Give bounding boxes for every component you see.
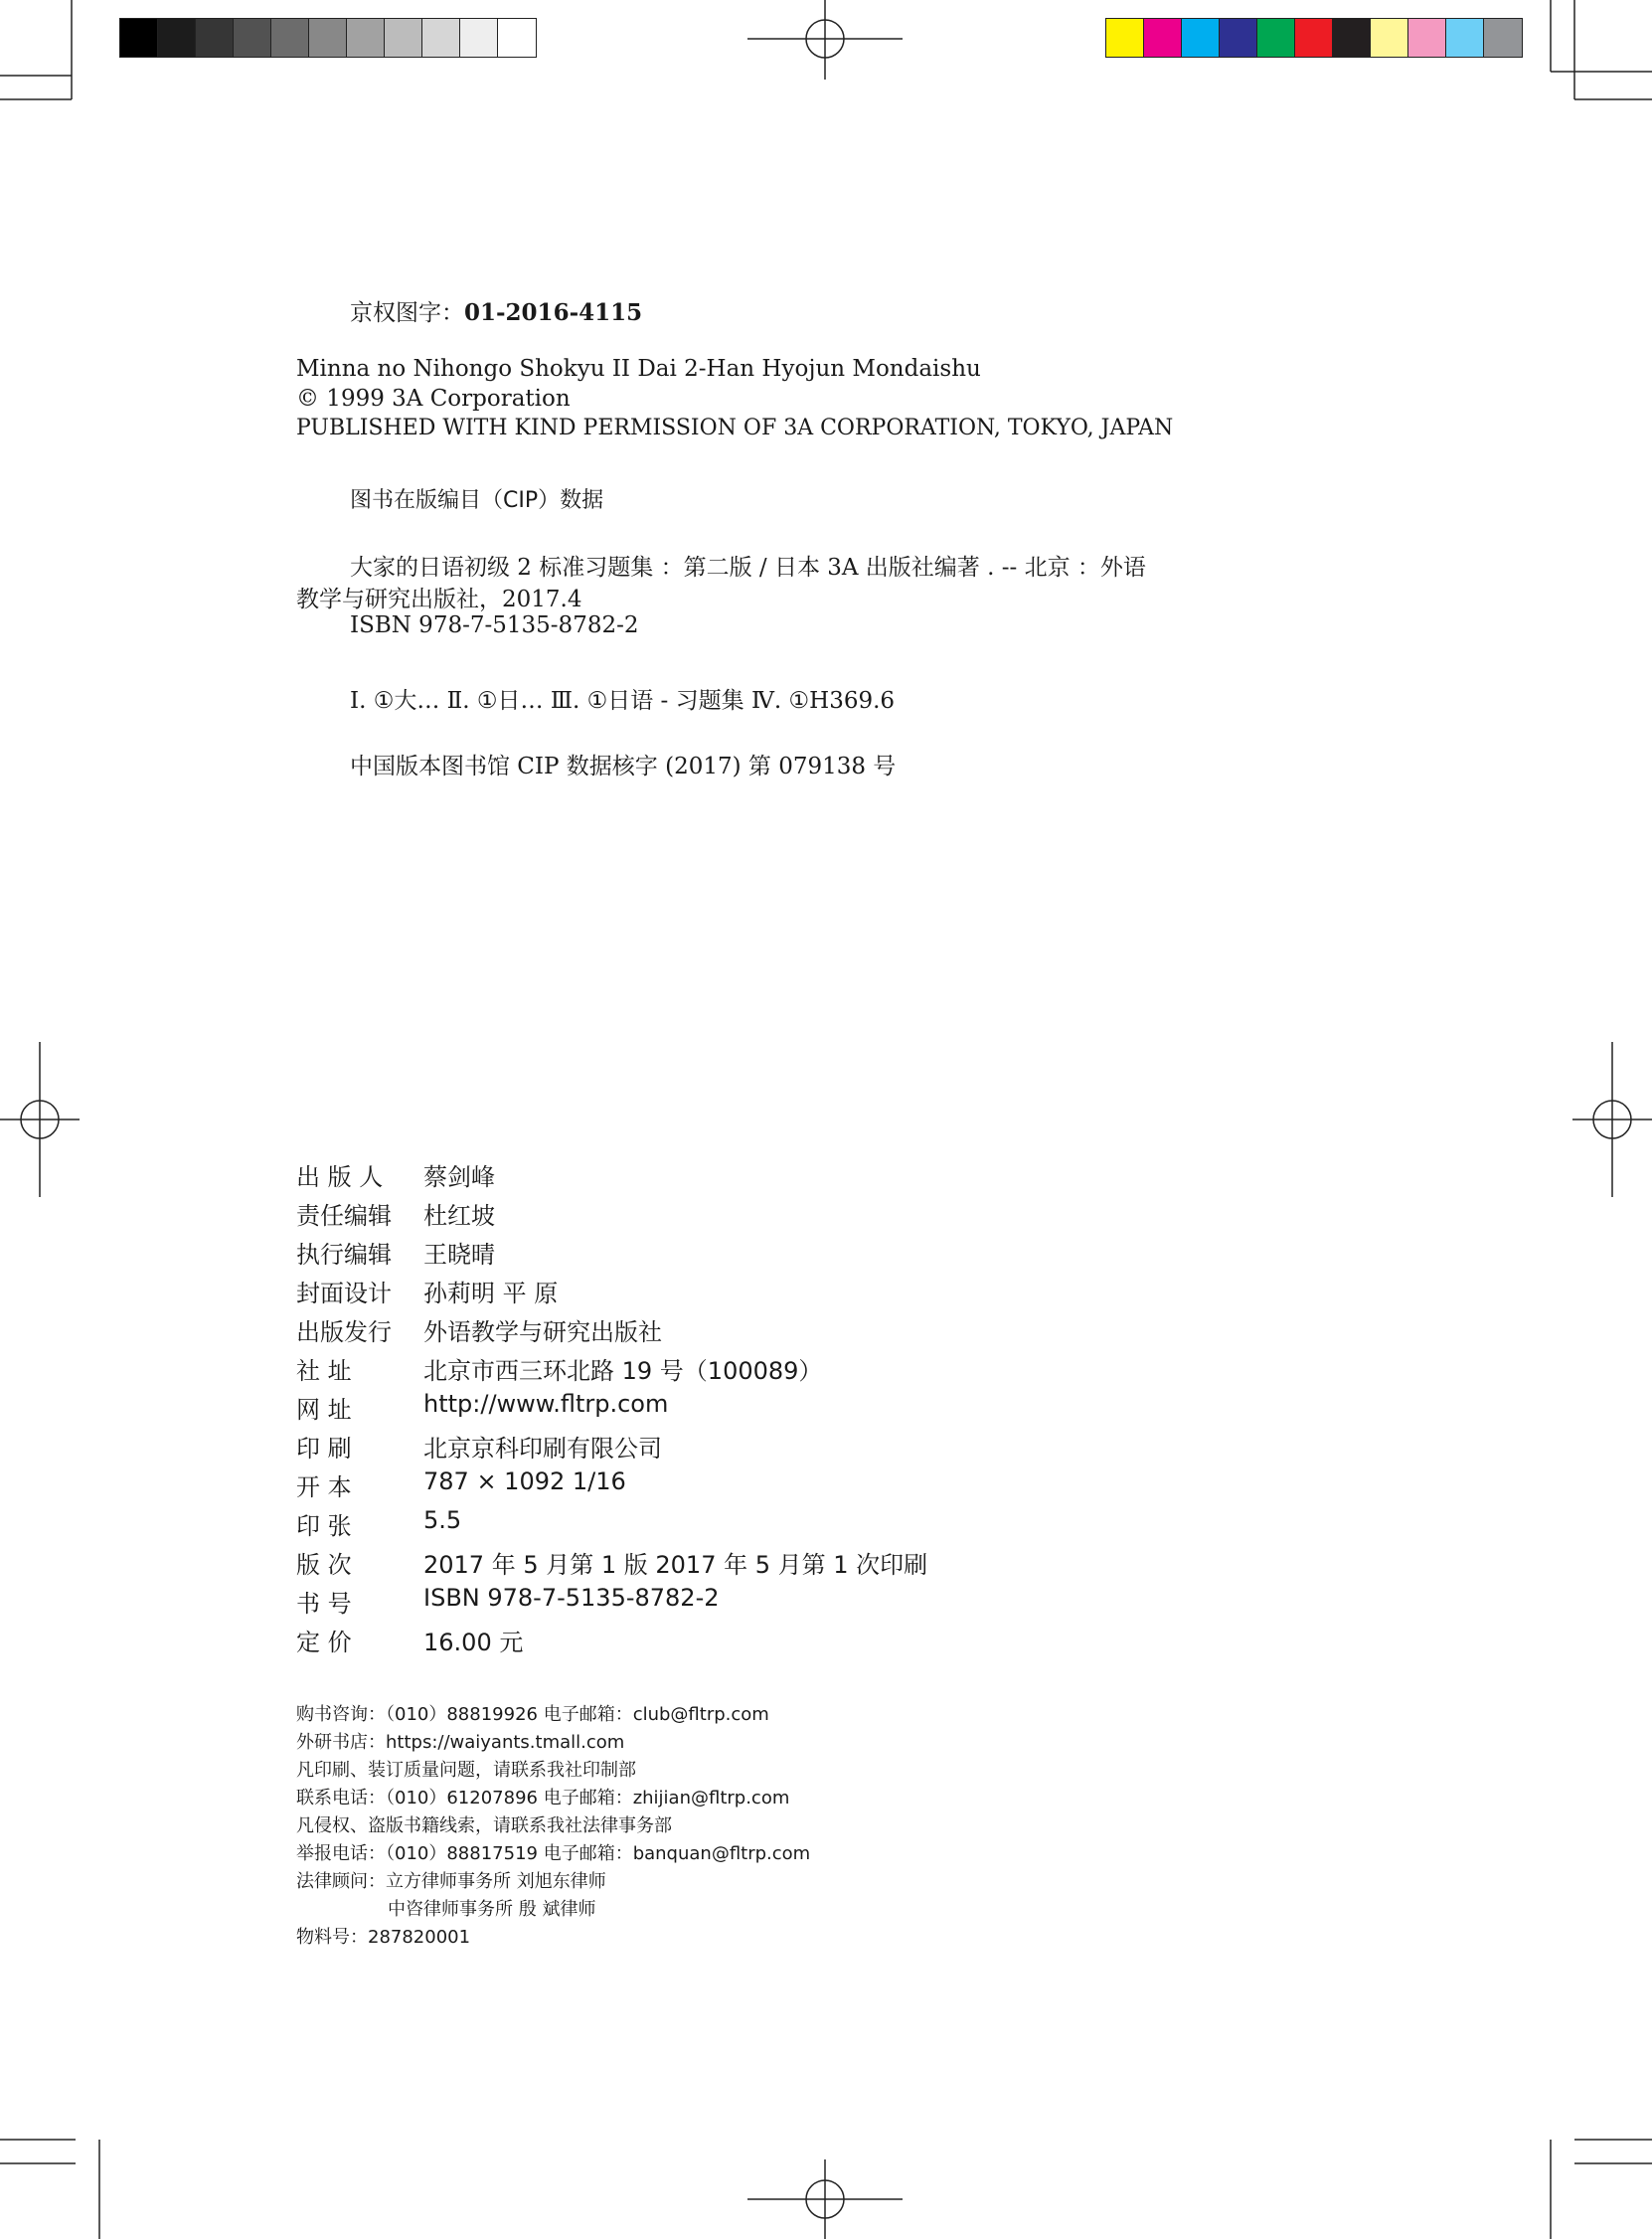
cip-entry-line1: 大家的日语初级 2 标准习题集 ：第二版 / 日本 3A 出版社编著 . -- 北京 ：外语: [350, 555, 1146, 581]
cip-isbn: ISBN 978-7-5135-8782-2: [350, 612, 639, 638]
pubinfo-label: 出 版 人: [296, 1163, 384, 1191]
contact-line: 购书咨询：（010）88819926 电子邮箱：club@fltrp.com: [296, 1704, 769, 1725]
registration-line: [350, 294, 642, 327]
pubinfo-label: 书 号: [296, 1590, 352, 1618]
pubinfo-label: 执行编辑: [296, 1241, 392, 1269]
pubinfo-label: 版 次: [296, 1551, 352, 1579]
pubinfo-label: 印 张: [296, 1512, 352, 1540]
pubinfo-value: 北京京科印刷有限公司: [423, 1435, 662, 1463]
cip-entry-line2: 教学与研究出版社，2017.4: [296, 587, 582, 612]
contact-line: 举报电话：（010）88817519 电子邮箱：banquan@fltrp.com: [296, 1843, 811, 1864]
registration-number: 01-2016-4115: [464, 299, 643, 326]
pubinfo-label: 社 址: [296, 1357, 352, 1385]
pubinfo-value: 16.00 元: [423, 1629, 524, 1656]
pubinfo-value: 蔡剑峰: [423, 1163, 495, 1191]
pubinfo-label: 开 本: [296, 1473, 352, 1501]
pubinfo-value: 杜红坡: [423, 1202, 495, 1230]
registration-label: 京权图字：: [350, 300, 464, 326]
cip-classification: Ⅰ. ①大… Ⅱ. ①日… Ⅲ. ①日语 - 习题集 Ⅳ. ①H369.6: [350, 688, 896, 714]
contact-line: 法律顾问：立方律师事务所 刘旭东律师: [296, 1871, 606, 1892]
pubinfo-value: ISBN 978-7-5135-8782-2: [423, 1584, 720, 1612]
contact-line: 中咨律师事务所 殷 斌律师: [388, 1899, 596, 1920]
cip-library-record: 中国版本图书馆 CIP 数据核字 (2017) 第 079138 号: [350, 754, 897, 779]
permission-statement: PUBLISHED WITH KIND PERMISSION OF 3A CORPORATION, TOKYO, JAPAN: [296, 416, 1174, 440]
pubinfo-label: 网 址: [296, 1396, 352, 1424]
pubinfo-value: 787 × 1092 1/16: [423, 1467, 626, 1495]
cip-heading: 图书在版编目（CIP）数据: [350, 488, 604, 513]
contact-line: 外研书店：https://waiyants.tmall.com: [296, 1732, 625, 1753]
pubinfo-value: 北京市西三环北路 19 号（100089）: [423, 1357, 823, 1385]
pubinfo-value: 5.5: [423, 1506, 462, 1534]
pubinfo-label: 印 刷: [296, 1435, 352, 1463]
pubinfo-value: http://www.fltrp.com: [423, 1390, 669, 1418]
pubinfo-value: 2017 年 5 月第 1 版 2017 年 5 月第 1 次印刷: [423, 1551, 928, 1579]
pubinfo-value: 孙莉明 平 原: [423, 1280, 559, 1307]
contact-line: 联系电话：（010）61207896 电子邮箱：zhijian@fltrp.com: [296, 1788, 790, 1808]
contact-line: 物料号：287820001: [296, 1927, 471, 1948]
pubinfo-label: 定 价: [296, 1629, 352, 1656]
pubinfo-value: 外语教学与研究出版社: [423, 1318, 662, 1346]
original-title: Minna no Nihongo Shokyu II Dai 2-Han Hyojun Mondaishu: [296, 356, 981, 382]
copyright-notice: © 1999 3A Corporation: [296, 386, 571, 412]
pubinfo-value: 王晓晴: [423, 1241, 495, 1269]
contact-line: 凡印刷、装订质量问题，请联系我社印制部: [296, 1760, 636, 1781]
pubinfo-label: 封面设计: [296, 1280, 392, 1307]
pubinfo-label: 责任编辑: [296, 1202, 392, 1230]
pubinfo-label: 出版发行: [296, 1318, 392, 1346]
contact-line: 凡侵权、盗版书籍线索，请联系我社法律事务部: [296, 1815, 672, 1836]
